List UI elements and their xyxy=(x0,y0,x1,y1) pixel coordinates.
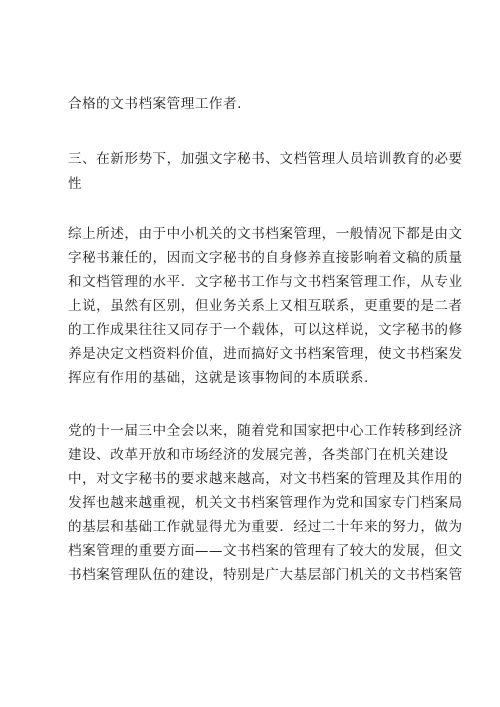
paragraph-1-line-2: 字秘书兼任的，因而文字秘书的自身修养直接影响着文稿的质量 xyxy=(68,250,463,266)
paragraph-1-line-4: 上说，虽然有区别，但业务关系上又相互联系，更重要的是二者 xyxy=(68,298,463,314)
paragraph-2-line-3: 中，对文字秘书的要求越来越高，对文书档案的管理及其作用的 xyxy=(68,471,463,487)
paragraph-2-line-4: 发挥也越来越重视，机关文书档案管理作为党和国家专门档案局 xyxy=(68,495,463,511)
intro-line: 合格的文书档案管理工作者. xyxy=(68,96,242,112)
section-heading-line-2: 性 xyxy=(68,176,83,192)
paragraph-1-line-1: 综上所述，由于中小机关的文书档案管理，一般情况下都是由文 xyxy=(68,226,463,242)
paragraph-1-line-7: 挥应有作用的基础，这就是该事物间的本质联系. xyxy=(68,370,369,386)
paragraph-2-line-1: 党的十一届三中全会以来，随着党和国家把中心工作转移到经济 xyxy=(68,423,463,439)
paragraph-1-line-5: 的工作成果往往又同存于一个载体，可以这样说，文字秘书的修 xyxy=(68,322,463,338)
paragraph-2-line-5: 的基层和基础工作就显得尤为重要．经过二十年来的努力，做为 xyxy=(68,519,463,535)
paragraph-1-line-3: 和文档管理的水平．文字秘书工作与文书档案管理工作，从专业 xyxy=(68,274,463,290)
paragraph-1-line-6: 养是决定文档资料价值，进而搞好文书档案管理，使文书档案发 xyxy=(68,346,463,362)
section-heading-line-1: 三、在新形势下，加强文字秘书、文档管理人员培训教育的必要 xyxy=(68,151,463,167)
paragraph-2-line-6: 档案管理的重要方面——文书档案的管理有了较大的发展，但文 xyxy=(68,543,463,559)
paragraph-2-line-2: 建设、改革开放和市场经济的发展完善，各类部门在机关建设 xyxy=(68,447,449,463)
paragraph-2-line-7: 书档案管理队伍的建设，特别是广大基层部门机关的文书档案管 xyxy=(68,567,463,583)
